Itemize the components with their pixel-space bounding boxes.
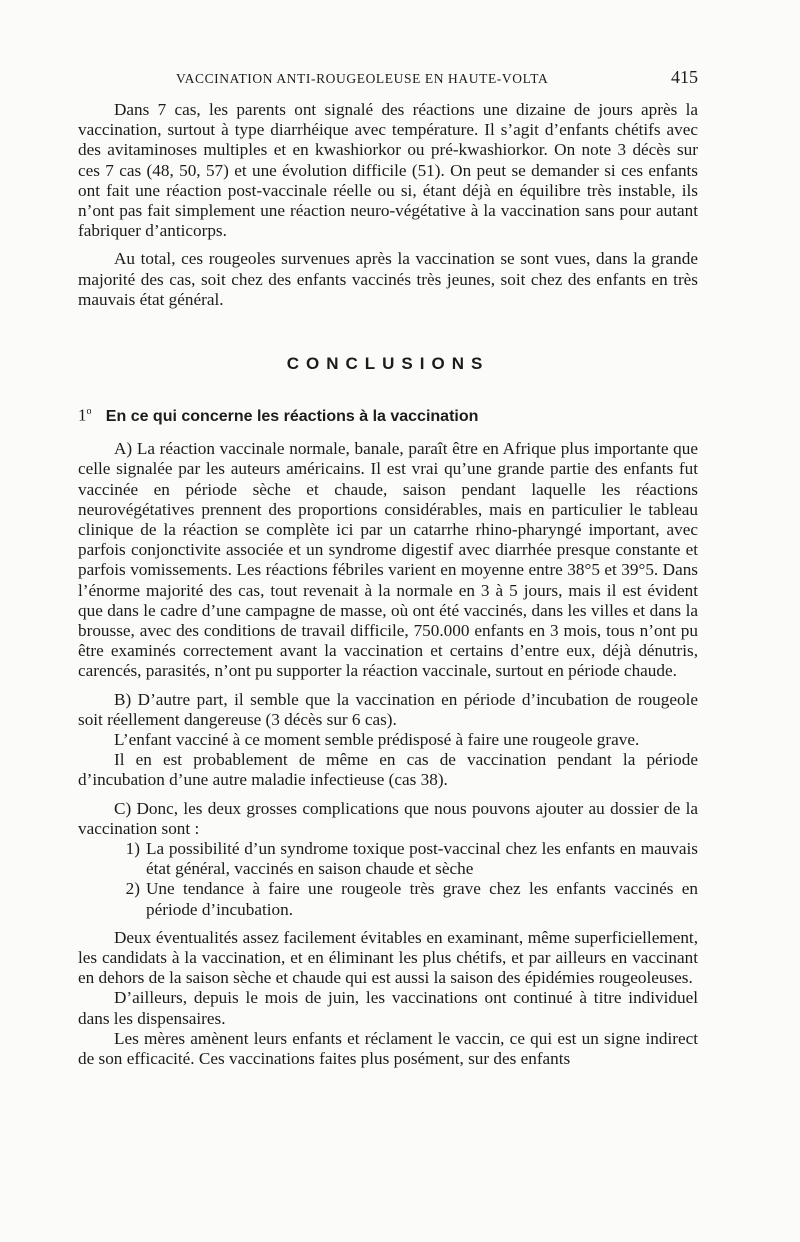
subheading (78, 402, 698, 427)
paragraph-c: C) Donc, les deux grosses complications que nous pouvons ajouter au dossier de la vaccination sont : (78, 798, 698, 838)
subheading-text: En ce qui concerne les réactions à la vaccination (105, 407, 479, 425)
paragraph-cases: Dans 7 cas, les parents ont signalé des réactions une dizaine de jours après la vaccination, surtout à type diarrhéique avec température. Il s’agit d’enfants chétifs avec des avitaminoses multiples et en kwashiorkor ou pré-kwashiorkor. On note 3 décès sur ces 7 cas (48, 50, 57) et une évolution difficile (51). On peut se demander si ces enfants ont fait une réaction post-vaccinale réelle ou si, étant déjà en équilibre très instable, ils n’ont pas fait simplement une réaction neuro-végétative à la vaccination sans pour autant fabriquer d’anticorps. (78, 100, 698, 241)
paragraph-b-2: L’enfant vacciné à ce moment semble prédisposé à faire une rougeole grave. (114, 730, 640, 750)
paragraph-e: D’ailleurs, depuis le mois de juin, les vaccinations ont continué à titre individuel dans les dispensaires. (78, 988, 698, 1028)
paragraph-d: Deux éventualités assez facilement évitables en examinant, même superficiellement, les candidats à la vaccination, et en éliminant les plus chétifs, et par ailleurs en vaccinant en dehors de la saison sèche et chaude qui est aussi la saison des épidémies rougeoleuses. (78, 927, 698, 988)
subheading-ordinal: o (86, 406, 92, 418)
list-item (78, 879, 698, 919)
paragraph-a: A) La réaction vaccinale normale, banale, paraît être en Afrique plus importante que celle signalée par les auteurs américains. Il est vrai qu’une grande partie des enfants fut vaccinée en période sèche et chaude, saison pendant laquelle les réactions neurovégétatives prennent des proportions considérables, mais en particulier le tableau clinique de la réaction se complète ici par un catarrhe rhino-pharyngé important, avec parfois conjonctivite associée et un syndrome digestif avec diarrhée presque constante et parfois vomissements. Les réactions fébriles varient en moyenne entre 38°5 et 39°5. Dans l’énorme majorité des cas, tout revenait à la normale en 3 à 5 jours, mais il est évident que dans le cadre d’une campagne de masse, où ont été vaccinés, dans les villes et dans la brousse, avec des conditions de travail difficile, 750.000 enfants en 3 mois, tous n’ont pu être examinés correctement avant la vaccination et certains d’entre eux, déjà dénutris, carencés, parasités, n’ont pu supporter la réaction vaccinale, surtout en période chaude. (78, 439, 698, 681)
running-header (78, 67, 698, 88)
list-item-text: Une tendance à faire une rougeole très grave chez les enfants vaccinés en période d’incubation. (146, 879, 698, 919)
list-marker: 1) (125, 839, 140, 859)
complications-list (78, 839, 698, 920)
running-title: VACCINATION ANTI-ROUGEOLEUSE EN HAUTE-VOLTA (176, 71, 549, 86)
page-number: 415 (671, 67, 698, 87)
paragraph-f: Les mères amènent leurs enfants et réclament le vaccin, ce qui est un signe indirect de son efficacité. Ces vaccinations faites plus posément, sur des enfants (78, 1028, 698, 1069)
list-marker: 2) (125, 879, 140, 899)
section-title: CONCLUSIONS (286, 354, 490, 374)
paragraph-b-3: Il en est probablement de même en cas de vaccination pendant la période d’incubation d’une autre maladie infectieuse (cas 38). (78, 750, 698, 790)
paragraph-b: B) D’autre part, il semble que la vaccination en période d’incubation de rougeole soit réellement dangereuse (3 décès sur 6 cas). (78, 689, 698, 729)
list-item-text: La possibilité d’un syndrome toxique post-vaccinal chez les enfants en mauvais état général, vaccinés en saison chaude et sèche (146, 839, 698, 879)
paragraph-total: Au total, ces rougeoles survenues après la vaccination se sont vues, dans la grande majorité des cas, soit chez des enfants vaccinés très jeunes, soit chez des enfants en très mauvais état général. (78, 249, 698, 309)
list-item (78, 839, 698, 879)
subheading-number: 1 (78, 405, 87, 425)
body-text (78, 100, 698, 1069)
